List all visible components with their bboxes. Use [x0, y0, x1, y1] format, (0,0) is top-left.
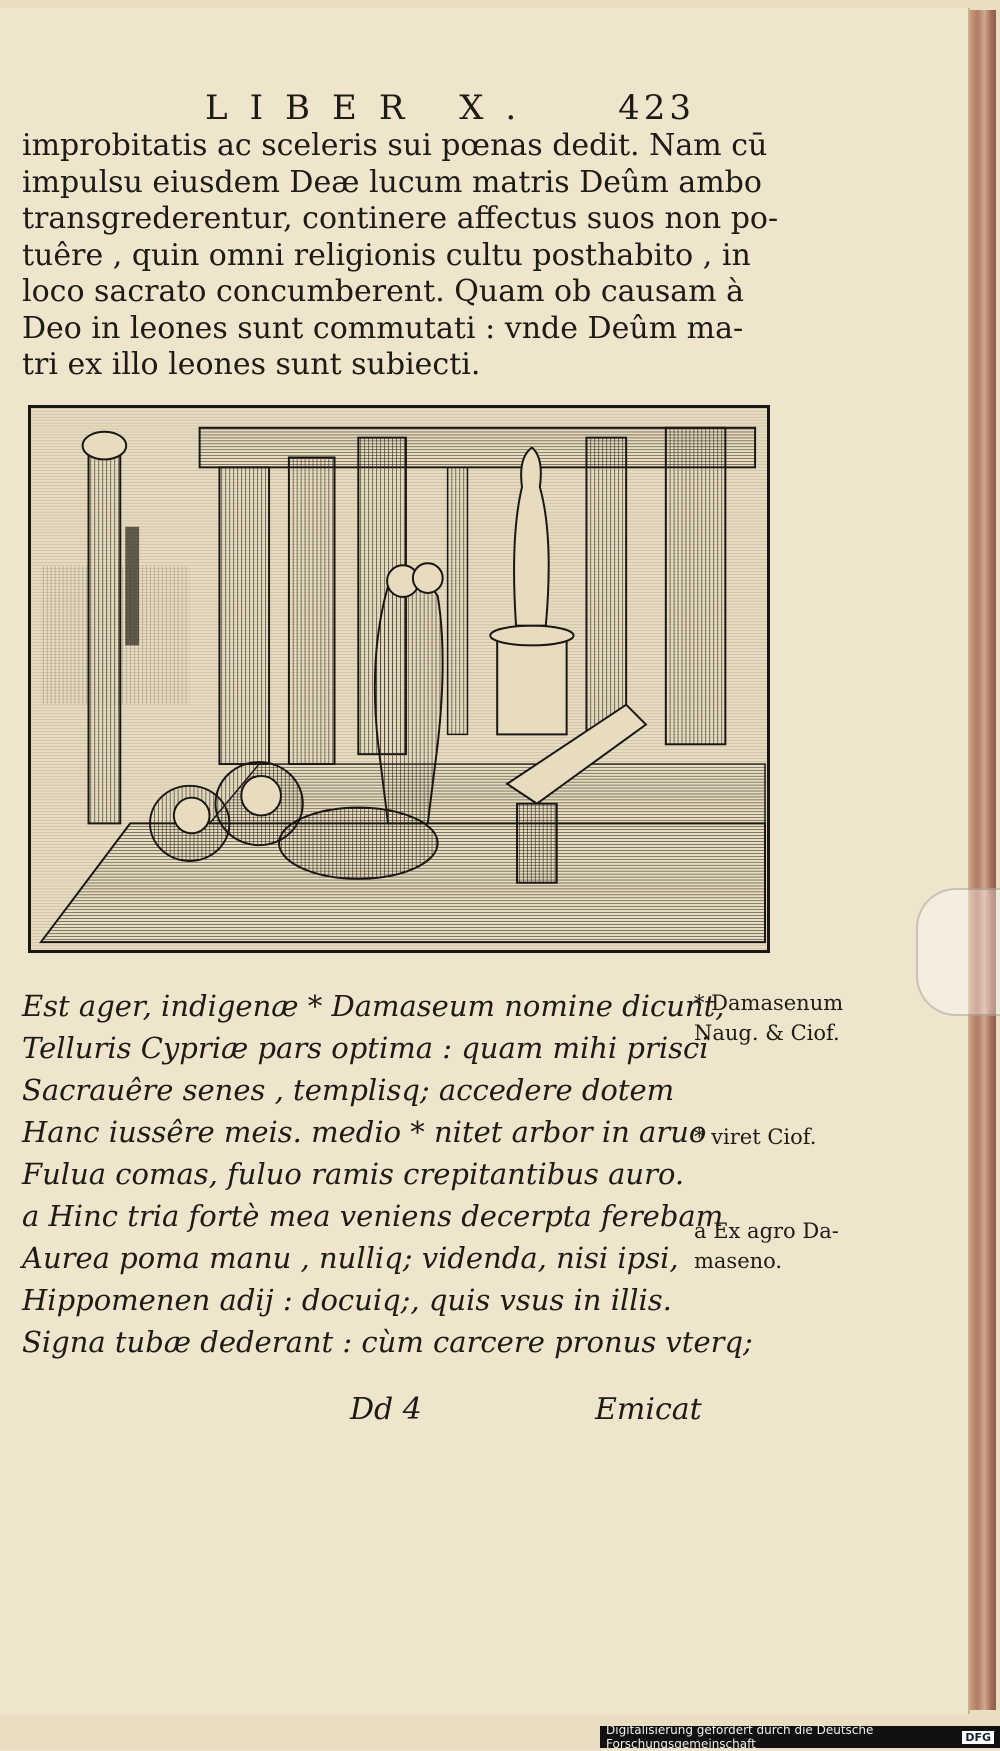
woodcut-illustration — [28, 405, 770, 953]
prose-line: loco sacrato concumberent. Quam ob causam à — [22, 274, 745, 309]
verse-line: Hanc iussêre meis. medio * nitet arbor in aruo — [22, 1115, 707, 1149]
marginal-note: * Damasenum — [694, 991, 844, 1015]
catchword: Emicat — [595, 1392, 702, 1427]
verse-line: Telluris Cypriæ pars optima : quam mihi prisci — [22, 1031, 709, 1065]
prose-line: improbitatis ac sceleris sui pœnas dedit. Nam cū — [22, 128, 768, 163]
credit-text: Digitalisierung gefördert durch die Deutsche Forschungsgemeinschaft — [606, 1723, 874, 1751]
prose-line: Deo in leones sunt commutati : vnde Deûm ma- — [22, 310, 744, 346]
verse-line: Aurea poma manu , nulliq; videnda, nisi ipsi, — [22, 1241, 679, 1275]
running-title: LIBER X. — [205, 88, 539, 128]
verse-line: Est ager, indigenæ * Damaseum nomine dicunt, — [22, 989, 725, 1023]
prose-line: transgrederentur, continere affectus suos non po- — [22, 201, 779, 236]
marginal-note: a Ex agro Da- — [694, 1219, 839, 1243]
woodcut-artwork — [31, 408, 767, 950]
digitization-credit — [600, 1723, 1000, 1751]
marginal-note: * viret Ciof. — [694, 1125, 817, 1149]
verse-line: Hippomenen adij : docuiq;, quis vsus in illis. — [22, 1283, 672, 1317]
signature-mark: Dd 4 — [350, 1392, 422, 1427]
verse-line: Sacrauêre senes , templisq; accedere dotem — [22, 1073, 675, 1107]
book-page-edge — [970, 10, 996, 1710]
prose-line: tuêre , quin omni religionis cultu posthabito , in — [22, 237, 751, 273]
prose-line: tri ex illo leones sunt subiecti. — [22, 347, 481, 382]
marginal-note: maseno. — [694, 1249, 783, 1273]
page-number: 423 — [618, 88, 695, 128]
dfg-logo: DFG — [962, 1731, 994, 1744]
verse-line: a Hinc tria fortè mea veniens decerpta ferebam — [22, 1199, 724, 1233]
page-clip — [916, 888, 1000, 1016]
verse-line: Fulua comas, fuluo ramis crepitantibus auro. — [22, 1157, 685, 1191]
prose-line: impulsu eiusdem Deæ lucum matris Deûm ambo — [22, 164, 762, 200]
prose-paragraph — [22, 128, 779, 384]
verse-line: Signa tubæ dederant : cùm carcere pronus vterq; — [22, 1325, 753, 1359]
marginal-note: Naug. & Ciof. — [694, 1021, 840, 1045]
running-header — [205, 88, 695, 128]
